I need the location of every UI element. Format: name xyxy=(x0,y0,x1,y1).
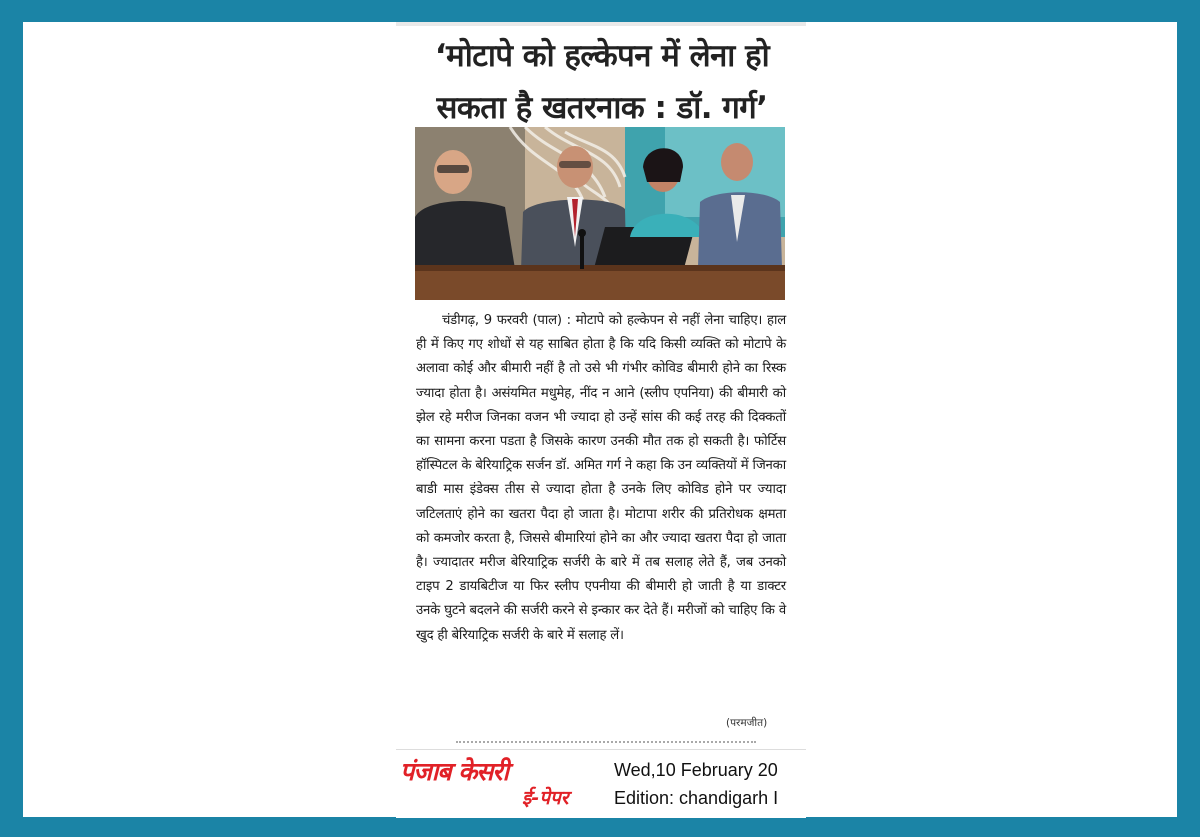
press-conference-photo xyxy=(415,127,785,300)
clipping-top-edge xyxy=(396,22,806,26)
reporter-credit: (परमजीत) xyxy=(726,717,768,729)
epaper-footer xyxy=(396,749,806,818)
article-headline: ‘मोटापे को हल्केपन में लेना हो सकता है खतरनाक : डॉ. गर्ग’ xyxy=(434,38,770,126)
newspaper-clipping xyxy=(396,22,806,817)
epaper-logo-subtitle: ई-पेपर xyxy=(522,787,569,809)
article-body: चंडीगढ़, 9 फरवरी (पाल) : मोटापे को हल्केपन से नहीं लेना चाहिए। हाल ही में किए गए शोधों से यह साबित होता है कि यदि किसी व्यक्ति को मोटापे के अलावा कोई और बीमारी नहीं है तो उसे भी गंभीर कोविड बीमारी होने का रिस्क ज्यादा होता है। असंयमित मधुमेह, नींद न आने (स्लीप एपनिया) की बीमारी को झेल रहे मरीज जिनका वजन भी ज्यादा हो उन्हें सांस की कई तरह की दिक्कतों का सामना करना पडता है जिसके कारण उनकी मौत तक हो सकती है। फोर्टिस हॉस्पिटल के बेरियाट्रिक सर्जन डॉ. अमित गर्ग ने कहा कि उन व्यक्तियों में जिनका बाडी मास इंडेक्स तीस से ज्यादा होता है उनके लिए कोविड होने पर ज्यादा जटिलताएं होने का खतरा पैदा हो जाता है। मोटापा शरीर की प्रतिरोधक क्षमता को कमजोर करता है, जिससे बीमारियां होने का और ज्यादा खतरा पैदा हो जाता है। ज्यादातर मरीज बेरियाट्रिक सर्जरी के बारे में तब सलाह लेते हैं, जब उनको टाइप 2 डायबिटीज या फिर स्लीप एपनीया की बीमारी हो जाती है या डाक्टर उनके घुटने बदलने की सर्जरी करने से इन्कार कर देते हैं। मरीजों को चाहिए कि वे खुद ही बेरियाट्रिक सर्जरी के बारे में सलाह लें। xyxy=(416,313,786,643)
edition-date: Wed,10 February 20 xyxy=(614,760,778,780)
edition-name: Edition: chandigarh I xyxy=(614,788,779,808)
punjab-kesari-logo: पंजाब केसरी xyxy=(400,757,509,786)
